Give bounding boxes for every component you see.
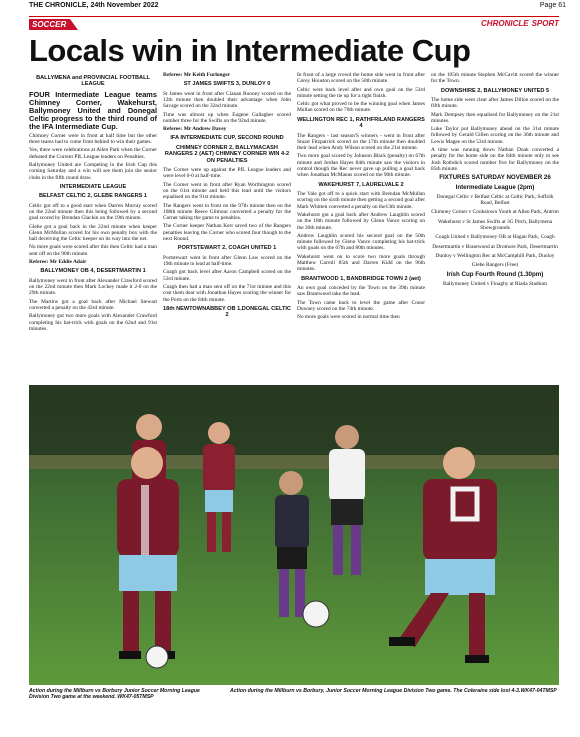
photo-caption-right: Action during the Millburn vs Borbury, Junior Soccer Morning League Division Two game. The Coleraine side lost 4-3.WK47-04TMSP <box>230 688 557 694</box>
match-heading: ST JAMES SWIFTS 3, DUNLOY 0 <box>183 81 271 88</box>
tree-line <box>29 385 559 455</box>
paragraph: Portstewart went in front after Glenn Law scored on the 19th minute to lead at half-time. <box>163 254 291 268</box>
match-heading: BRANTWOOD 1, BANDBRIDGE TOWN 2 (aet) <box>301 275 421 282</box>
fixture: Desertmartin v Brantwood at Dromore Park, Desertmartin <box>432 243 558 250</box>
match-heading: DOWNSHIRE 2, BALLYMONEY UNITED 5 <box>440 87 550 94</box>
paragraph: Ballymoney got two more goals with Alexander Crawford completing his hat-trick with goals on the 62nd and 91st minutes. <box>29 313 157 332</box>
fence <box>29 455 559 469</box>
paragraph: on the 105th minute Stephen McCavitt scored the winner for the Town. <box>431 72 559 85</box>
paragraph: The Rangers went in front on the 97th minute then on the 108th minute Reece Gilmour converted a penalty for the Corner taking the game to penalties. <box>163 202 291 222</box>
photo-caption-left: Action during the Millburn vs Borbury Junior Soccer Morning League Division Two game at the weekend. WK47-05TMSP <box>29 688 200 701</box>
paragraph: No more goals were scored after this then Celtic had a man sent off on the 90th minute. <box>29 244 157 257</box>
paragraph: No more goals were scored in normal time then <box>297 314 400 321</box>
match-heading: BELFAST CELTIC 2, GLEBE RANGERS 1 <box>38 193 148 200</box>
fixtures-subheading: Intermediate League (2pm) <box>455 183 535 191</box>
paragraph: Yes, there were celebrations at Allen Park when the Corner defeated the Current PIL League leaders on Penalties. <box>29 147 157 160</box>
match-heading: 18th NEWTOWNABBEY OB 1,DONEGAL CELTIC 2 <box>163 305 291 319</box>
match-heading: BALLYMONEY OB 4, DESERTMARTIN 1 <box>40 268 146 275</box>
paragraph: Coagh got back level after Aaron Campbell scored on the 53rd minute. <box>163 269 291 282</box>
match-heading: PORTSTEWART 2, COAGH UNITED 1 <box>177 245 277 252</box>
brand-logo <box>481 19 559 28</box>
paragraph: Celtic got what proved to be the winning goal when James Mullan scored on the 70th minute. <box>297 101 425 114</box>
section-bar <box>29 16 559 31</box>
paragraph: The Corner keeper Nathan Kerr saved two of the Rangers penalties leaving the Corner who scored four though to the next Round. <box>163 223 291 243</box>
article-column-1 <box>29 72 157 334</box>
paragraph: Glebe got a goal back in the 22nd minute when keeper Glenn McMullan scored for his own penalty box with the ball deceiving the Celtic keeper on its way into the net. <box>29 223 157 243</box>
fixture: Ballymoney United v Finaghy at Riada Stadium <box>443 280 547 287</box>
headline: Locals win in Intermediate Cup <box>29 33 471 68</box>
fixture: Coagh United v Ballymoney OB at Hagan Park, Coagh <box>435 234 555 241</box>
paragraph: Wakehurst got a goal back after Andrew Laughlin scored on the 18th minute followed by Glenn Vance scoring on the 30th minute. <box>297 211 425 231</box>
section-heading: BALLYMENA and PROVINCIAL FOOTBALL LEAGUE <box>36 75 150 88</box>
paragraph: Luke Taylor put Ballymoney ahead on the 31st minute followed by Gerald Gillen scoring on the 36th minute and Lewis Magee on the 53rd minute. <box>431 126 559 145</box>
page-number: Page 61 <box>539 2 566 9</box>
fixture: Chimney Corner v Cookstown Youth at Allen Park, Antrim <box>431 209 559 216</box>
paragraph: St James went in front after Cianan Rooney scored on the 12th minute then doubled their advantage when John Savage scored on the 32nd minute. <box>163 90 291 110</box>
fixtures-subheading: Irish Cup Fourth Round (1.30pm) <box>446 270 544 278</box>
paragraph: The Rangers - last season'S winners - went in front after Stuart Fitzpatrick scored on the 17th minute then doubled their lead when Andy Wilson scored on the 21st minute. <box>297 132 425 152</box>
section-heading: IFA INTERMEDIATE CUP, SECOND ROUND <box>170 135 284 142</box>
paragraph: Celtic were back level after and own goal on the 53rd minute setting the tie up for a tight finish. <box>297 86 425 99</box>
lead-paragraph: FOUR Intermediate League teams Chimney Corner, Wakehurst, Ballymoney United and Donegal Celtic progress to the third round of the IFA Intermediate Cup. <box>29 89 157 131</box>
paragraph: Mark Dempsey then equalised for Ballymoney on the 21st minutes. <box>431 111 559 124</box>
match-photo-illustration <box>29 385 559 685</box>
fixture: Donegal Celtic v Belfast Celtic at Celtic Park, Suffolk Road, Belfast <box>436 193 554 207</box>
paragraph: Chimney Corner were in front at half time but the other three teams had to come from behind to win their games. <box>29 132 157 146</box>
top-bar <box>0 0 580 14</box>
article-column-3 <box>297 72 425 323</box>
football <box>146 646 168 668</box>
paragraph: The home side went clear after James Dillon scored on the fifth minute. <box>431 97 559 110</box>
section-label: SOCCER <box>29 19 70 30</box>
paragraph: A time was running down Nathan Doak converted a penalty for the home side on the 84th minute only to see Josh Rothdich scored number five for Ballymoney on the 85th minute. <box>431 147 559 172</box>
referee-line: Referee: Mr Eddie Adair <box>29 259 87 266</box>
fixtures-heading: FIXTURES SATURDAY NOVEMBER 26 <box>439 174 551 182</box>
match-heading: WELLINGTON REC 1, RATHFRILAND RANGERS 4 <box>297 116 425 130</box>
publication-line: THE CHRONICLE, 24th November 2022 <box>29 2 159 9</box>
paragraph: The Vale got off to a quick start with Brendan McMullan scoring on the sixth minute then getting a second goal after Mark Whitten converted a penalty on the13th minute. <box>297 191 425 210</box>
section-heading: INTERMEDIATE LEAGUE <box>59 183 127 190</box>
paragraph: Ballymoney went in front after Alexander Crawford scored on the 22nd minute then Mark Lockey made it 2-0 on the 29th minute. <box>29 277 157 297</box>
paragraph: In front of a large crowd the home side went in front after Corey Houston scored on the 50th minute. <box>297 72 425 85</box>
paragraph: Celtic got off to a good start when Darren Murray scored on the 22nd minute then this being followed by a second goal scored by Brendan Glackin on the 19th minute. <box>29 202 157 222</box>
referee-line: Referee: Mr Andrew Davey <box>163 126 227 133</box>
match-heading: WAKEHURST 7, LAURELVALE 2 <box>318 181 404 188</box>
paragraph: The Town came back to level the game after Conor Downey scored on the 74th minute. <box>297 299 425 312</box>
referee-line: Referee: Mr Keith Furlonger <box>163 72 231 78</box>
paragraph: The Martins got a goal back after Michael Stewart converted a penalty on the 43rd minute. <box>29 298 157 311</box>
fixture: Glebe Rangers (Free) <box>471 262 519 269</box>
paragraph: Coagh then had a man sent off on the 71st minute and this cost them dear with Jonathan Hayes scoring the winner for the Ports on the 84th minute. <box>163 283 291 303</box>
paragraph: Ballymoney United are Competing in the Irish Cup this coming Saturday and a win will see them join the senior clubs in the fifth round draw. <box>29 162 157 181</box>
article-column-4 <box>431 72 559 290</box>
fixture: Dunloy v Wellington Rec at McCamphill Park, Dunloy <box>435 252 555 259</box>
football <box>303 601 329 627</box>
paragraph: Two more goal scored by Johnson Black (penalty) on 67th minute and Jordan Hayes 84th minute saw the visitors in control though the Rec never gave up pulling a goal back when Jonathan McManus scored on the 90th minute. <box>297 153 425 179</box>
paragraph: Andrew Laughlin scored his second goal on the 50th minute followed by Glenn Vance completing his hat-trick with goals on the 67th and 80th minutes. <box>297 232 425 252</box>
match-photo <box>29 385 559 685</box>
fixture: Wakehurst v St James Swifts at 3G Pitch, Ballymena Showgrounds <box>437 218 553 232</box>
paragraph: An own goal conceded by the Town on the 39th minute saw Brantwood take the lead. <box>297 285 425 298</box>
paragraph: The Corner were up against the PIL League leaders and were level 0-0 at half-time. <box>163 167 291 180</box>
paragraph: The Corner went in front after Ryan Worthington scored on the 61st minute and held this lead until the visitors equalised on the 91st minute. <box>163 181 291 201</box>
paragraph: Wakehurst went on to score two more goals through Matthew Carroll 85th and Darren Kidd on the 96th minutes. <box>297 253 425 273</box>
article-column-2 <box>163 72 291 322</box>
brand-name: CHRONICLE <box>481 19 529 28</box>
paragraph: Time was almost up when Eugene Gallagher scored number three for the Swifts on the 92nd minute. <box>163 111 291 124</box>
brand-sport: SPORT <box>531 19 559 28</box>
match-heading: CHIMNEY CORNER 2, BALLYMACASH RANGERS 2 (AET) CHIMNEY CORNER WIN 4-2 ON PENALTIES <box>164 144 290 164</box>
